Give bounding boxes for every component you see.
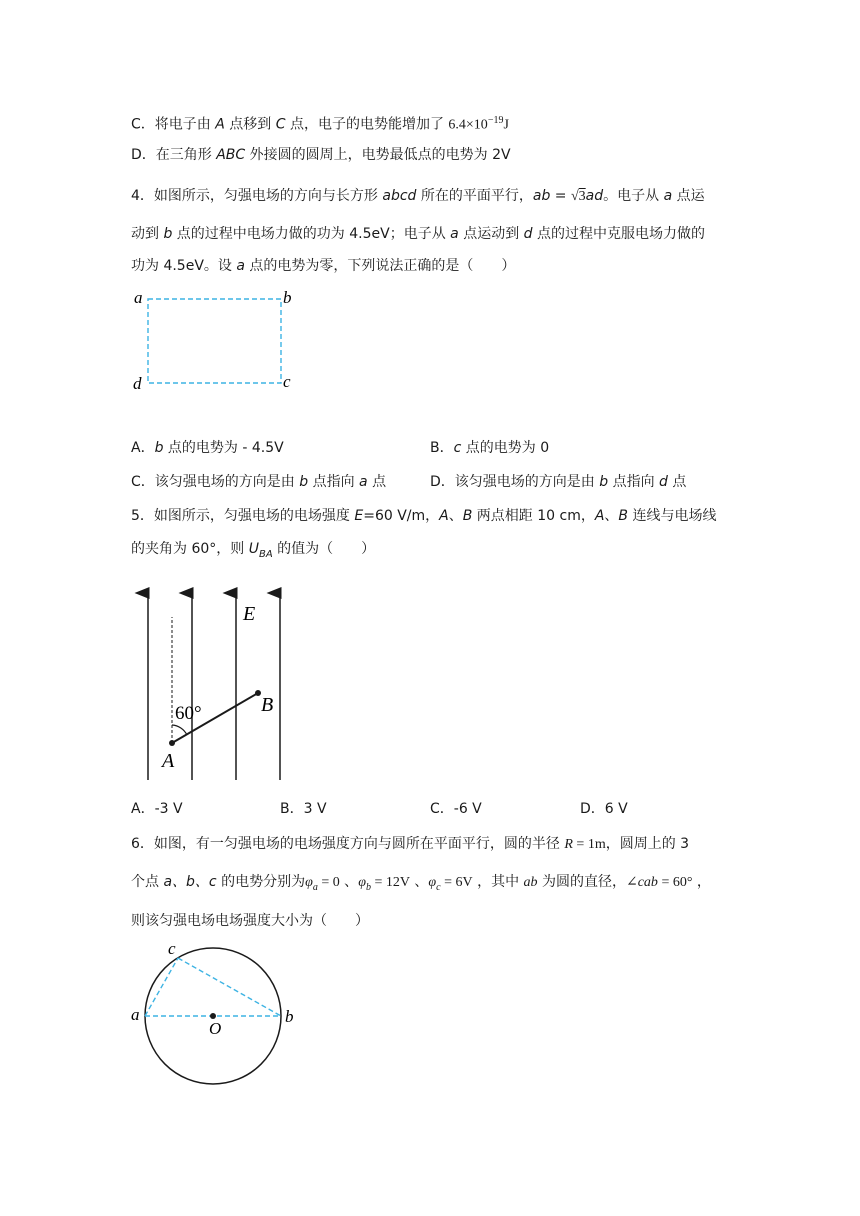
q6-stem-line3: 则该匀强电场电场强度大小为（ ） [131, 913, 369, 929]
label-B: B [261, 694, 274, 716]
text: = [550, 188, 571, 204]
text: d [523, 226, 533, 242]
text: A [439, 508, 449, 524]
text: a [236, 258, 245, 274]
text: c [453, 440, 462, 456]
chord-cb [178, 958, 281, 1016]
text: 动到 [131, 226, 164, 242]
text: A [594, 508, 605, 524]
text: 6．如图，有一匀强电场的电场强度方向与圆所在平面平行，圆的半径 [131, 836, 565, 852]
text: B． [430, 440, 454, 456]
text: ∠cab [625, 875, 658, 890]
text: 点指向 [308, 474, 360, 490]
text: ab [532, 188, 551, 204]
q4-stem-line2 [131, 224, 705, 244]
q5-option-a: A．-3 V [131, 801, 183, 817]
text: 点的电势为 - 4.5V [163, 440, 284, 456]
text: 点 [667, 474, 687, 490]
q5-option-c: C．-6 V [430, 801, 482, 817]
text: U [248, 541, 259, 557]
text: ABC [216, 147, 246, 163]
q4-stem-line1 [131, 186, 705, 207]
text: 点指向 [608, 474, 660, 490]
text: C．该匀强电场的方向是由 [131, 474, 300, 490]
text: ， [692, 874, 711, 890]
label-O: O [209, 1019, 222, 1038]
text: BA [258, 548, 273, 560]
text: 。电子从 [603, 188, 664, 204]
label-A: A [162, 750, 175, 772]
text: 功为 4.5eV。设 [131, 258, 237, 274]
text: 个点 [131, 874, 164, 890]
text: b [163, 226, 173, 242]
q4-stem-line3 [131, 256, 515, 276]
text: 、 [409, 874, 429, 890]
text: abcd [382, 188, 417, 204]
text: a [450, 226, 459, 242]
q4-option-a [131, 438, 284, 458]
text: 的值为（ ） [272, 541, 376, 557]
text: 连线与电场线 [628, 508, 717, 524]
text: 点运动到 [458, 226, 524, 242]
field-lines-figure [125, 585, 315, 785]
text: 为圆的直径， [537, 874, 626, 890]
text: 两点相距 10 cm， [472, 508, 595, 524]
text: a [359, 474, 368, 490]
text: 点，电子的电势能增加了 [285, 116, 449, 133]
text: φ [428, 875, 437, 890]
text: −19 [487, 115, 504, 126]
text: 、 [339, 874, 359, 890]
text: J [503, 117, 509, 133]
text: 5．如图所示，匀强电场的电场强度 [131, 508, 355, 524]
text: = 60° [657, 875, 693, 890]
text: C．将电子由 [131, 116, 216, 133]
text: 4．如图所示，匀强电场的方向与长方形 [131, 188, 383, 204]
angle-arc [172, 725, 187, 735]
text: a [312, 881, 318, 893]
q4-option-b [430, 438, 549, 458]
text: ad [585, 188, 604, 204]
text: b [599, 474, 609, 490]
text: ab [523, 875, 538, 890]
text: b [154, 440, 164, 456]
text: 点的过程中克服电场力做的 [532, 226, 705, 242]
text: 的电势分别为 [216, 874, 306, 890]
text: B [618, 508, 629, 524]
text: = 6V [440, 875, 473, 890]
q3-option-d [131, 145, 511, 165]
text: A [215, 116, 225, 133]
text: b [299, 474, 309, 490]
text: D．在三角形 [131, 147, 217, 163]
text: φ [358, 875, 366, 890]
text: 、 [448, 508, 463, 524]
text: =60 V/m， [363, 508, 440, 524]
rectangle-figure [125, 285, 315, 395]
circle-figure [125, 935, 315, 1100]
text: E [354, 508, 364, 524]
text: R [564, 837, 573, 852]
text: = 0 [317, 875, 340, 890]
text: 点移到 [224, 116, 276, 133]
text: ，其中 [472, 874, 524, 890]
text: 的夹角为 60°，则 [131, 541, 249, 557]
text: B [462, 508, 473, 524]
q6-stem-line1 [131, 834, 689, 855]
text: d [659, 474, 668, 490]
label-b: b [283, 288, 292, 307]
text: 点的电势为 0 [461, 440, 550, 456]
text: 外接圆的圆周上，电势最低点的电势为 2V [245, 147, 511, 163]
text: C [275, 116, 286, 133]
text: A． [131, 440, 155, 456]
q5-option-b: B．3 V [280, 801, 327, 817]
text: a、b、c [163, 874, 217, 890]
text: 、 [604, 508, 619, 524]
text: φ [305, 875, 313, 890]
text: = 12V [370, 875, 410, 890]
q6-stem-line2 [131, 872, 711, 898]
text: 所在的平面平行， [416, 188, 533, 204]
chord-ac [145, 958, 178, 1016]
q4-option-c [131, 472, 386, 492]
label-b: b [285, 1007, 294, 1026]
text: c [436, 881, 441, 893]
text: 3 [578, 189, 586, 204]
text: 6.4×10 [448, 117, 488, 133]
text: D．该匀强电场的方向是由 [430, 474, 600, 490]
text: b [365, 881, 371, 893]
point-A [169, 740, 175, 746]
sqrt-symbol: √3 [570, 189, 586, 204]
label-a: a [131, 1005, 140, 1024]
q4-option-d [430, 472, 686, 492]
text: 点 [367, 474, 387, 490]
text: 点运 [672, 188, 705, 204]
label-E: E [243, 603, 256, 625]
label-a: a [134, 288, 143, 307]
label-c: c [283, 372, 291, 391]
dashed-rectangle [148, 299, 281, 383]
text: 点的电势为零，下列说法正确的是（ ） [244, 258, 516, 274]
text: a [663, 188, 673, 204]
text: = 1m [572, 837, 606, 852]
q5-stem-line1 [131, 506, 716, 526]
label-c: c [168, 939, 176, 958]
q5-option-d: D．6 V [580, 801, 628, 817]
q3-option-c [131, 111, 509, 136]
text: ，圆周上的 3 [605, 836, 690, 852]
q5-stem-line2 [131, 539, 375, 565]
label-angle: 60° [175, 703, 202, 724]
text: 点的过程中电场力做的功为 4.5eV；电子从 [172, 226, 451, 242]
label-d: d [133, 374, 142, 393]
